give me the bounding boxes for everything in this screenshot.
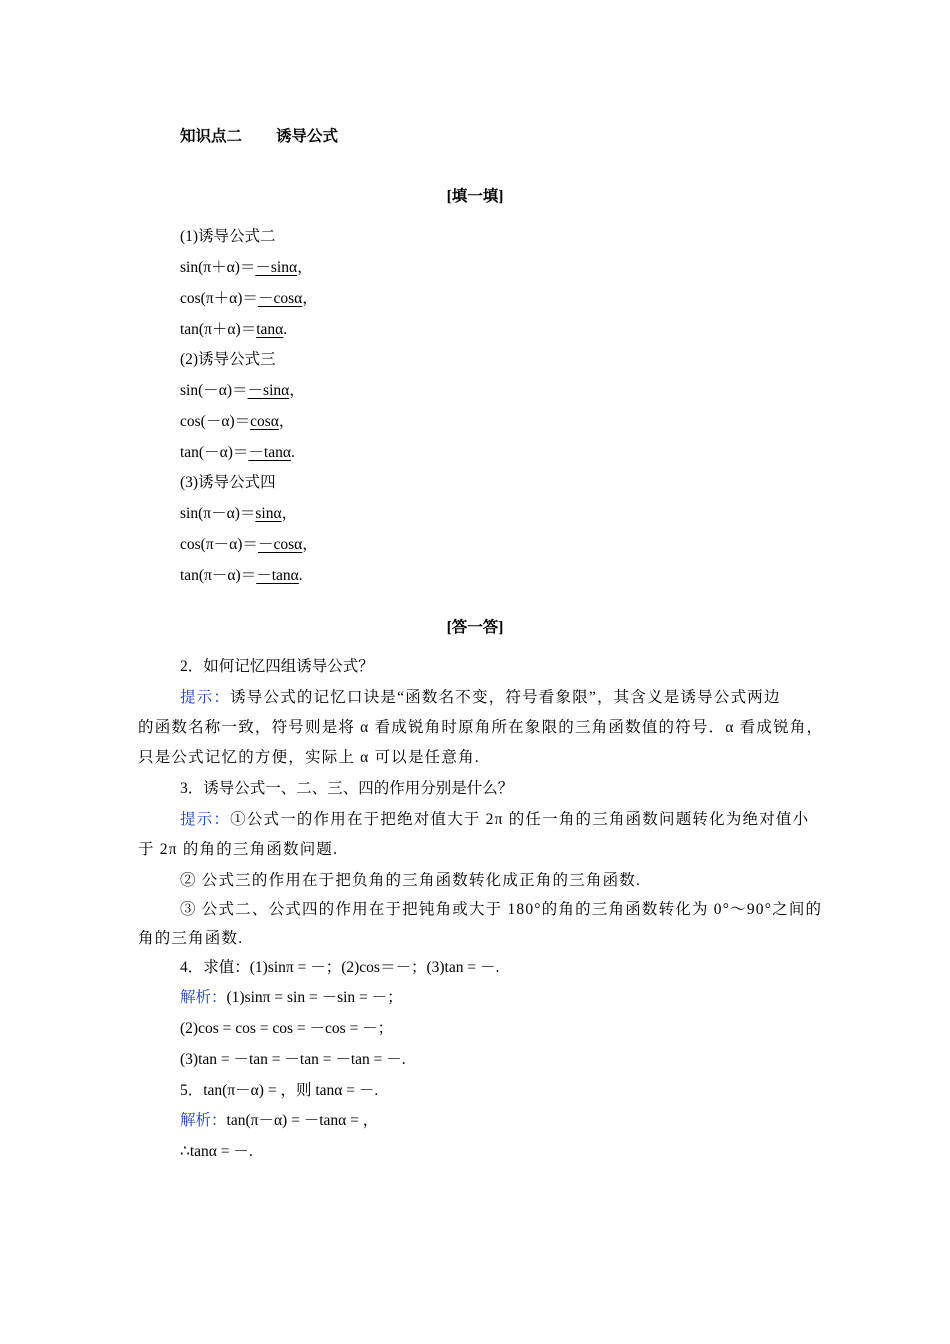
hint-label: 提示： — [180, 811, 231, 828]
q5-analysis-line: 解析：tan(π－α) = －tanα = ， — [180, 1112, 379, 1129]
formula-line: sin(π－α)＝sinα， — [180, 505, 298, 522]
question-4: 4．求值：(1)sinπ = －；(2)cos＝－；(3)tan = －. — [180, 959, 500, 976]
q3-hint-line: 提示：①公式一的作用在于把绝对值大于 2π 的任一角的三角函数问题转化为绝对值小 — [180, 811, 810, 828]
analysis-label: 解析： — [180, 1112, 227, 1129]
q4-analysis-line: 解析：(1)sinπ = sin = －sin = －； — [180, 989, 403, 1006]
formula-group-title: (2)诱导公式三 — [180, 351, 276, 368]
heading-part1: 知识点二 — [180, 128, 243, 145]
formula-line: cos(－α)＝cosα， — [180, 413, 295, 430]
formula-answer: －tanα — [256, 567, 299, 584]
q3-item-3: ③ 公式二、公式四的作用在于把钝角或大于 180°的角的三角函数转化为 0°～90°之间的 — [180, 901, 823, 918]
q3-item-2: ② 公式三的作用在于把负角的三角函数转化成正角的三角函数. — [180, 872, 642, 889]
formula-answer: －tanα — [248, 444, 291, 461]
q4-analysis-line: (2)cos = cos = cos = －cos = －； — [180, 1020, 394, 1037]
formula-line: tan(π＋α)＝tanα. — [180, 321, 288, 338]
formula-answer: sinα — [255, 505, 282, 522]
formula-line: sin(π＋α)＝－sinα， — [180, 259, 313, 276]
q2-hint-line: 只是公式记忆的方便，实际上 α 可以是任意角. — [138, 749, 480, 766]
formula-answer: －sinα — [247, 382, 290, 399]
question-2: 2．如何记忆四组诱导公式？ — [180, 658, 374, 675]
formula-line: sin(－α)＝－sinα， — [180, 382, 305, 399]
q3-item-3-cont: 角的三角函数. — [138, 930, 244, 947]
formula-group-title: (1)诱导公式二 — [180, 228, 276, 245]
formula-answer: －sinα — [255, 259, 298, 276]
formula-answer: －cosα — [257, 290, 303, 307]
formula-answer: cosα — [250, 413, 279, 430]
fill-section-title: [填一填] — [446, 188, 504, 205]
formula-group-title: (3)诱导公式四 — [180, 474, 276, 491]
q5-analysis-line: ∴tanα = －. — [180, 1143, 253, 1160]
formula-answer: －cosα — [257, 536, 303, 553]
q2-hint-line: 提示：诱导公式的记忆口诀是“函数名不变，符号看象限”，其含义是诱导公式两边 — [180, 689, 781, 706]
q4-analysis-line: (3)tan = －tan = －tan = －tan = －. — [180, 1051, 406, 1068]
formula-answer: tanα — [256, 321, 284, 338]
question-5: 5．tan(π－α) = ，则 tanα = －. — [180, 1082, 379, 1099]
hint-label: 提示： — [180, 689, 231, 706]
formula-line: tan(π－α)＝－tanα. — [180, 567, 303, 584]
answer-section-title: [答一答] — [446, 619, 504, 636]
formula-line: cos(π＋α)＝－cosα， — [180, 290, 318, 307]
q2-hint-line: 的函数名称一致，符号则是将 α 看成锐角时原角所在象限的三角函数值的符号．α 看成锐角， — [138, 719, 824, 736]
question-3: 3．诱导公式一、二、三、四的作用分别是什么？ — [180, 780, 514, 797]
section-heading — [180, 127, 338, 147]
formula-line: tan(－α)＝－tanα. — [180, 444, 295, 461]
formula-line: cos(π－α)＝－cosα， — [180, 536, 318, 553]
q3-hint-line: 于 2π 的角的三角函数问题. — [138, 841, 339, 858]
heading-part2: 诱导公式 — [276, 128, 339, 145]
analysis-label: 解析： — [180, 989, 227, 1006]
